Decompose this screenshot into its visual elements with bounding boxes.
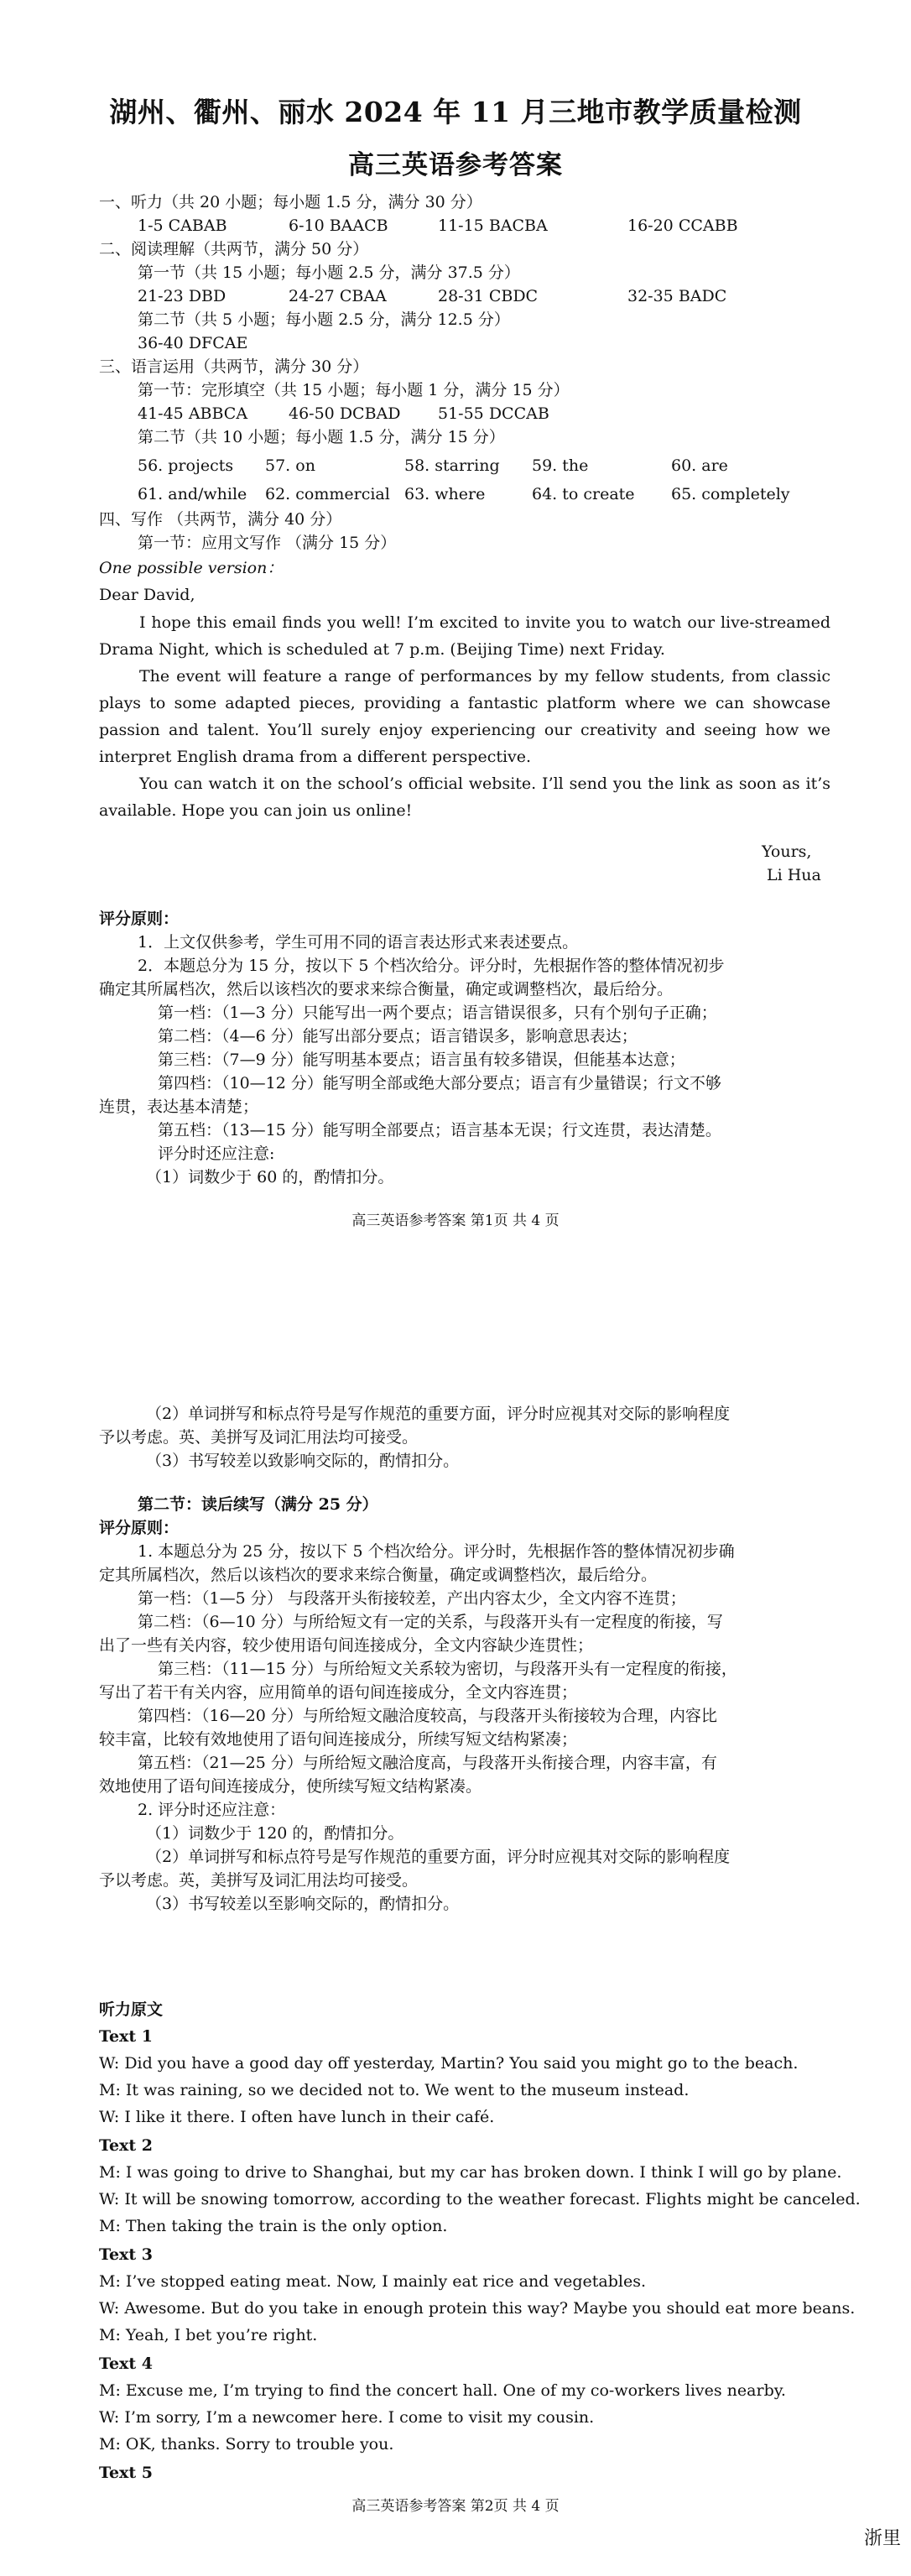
scoring-line: 第五档：（13—15 分）能写明全部要点；语言基本无误；行文连贯，表达清楚。 bbox=[158, 1121, 721, 1139]
answer-item: 58. starring bbox=[404, 456, 500, 475]
scoring-line: 评分时还应注意: bbox=[158, 1145, 275, 1163]
answer-group: 21-23 DBD bbox=[138, 287, 226, 305]
language-section2: 第二节（共 10 小题；每小题 1.5 分，满分 15 分） bbox=[138, 428, 505, 446]
answer-group: 16-20 CCABB bbox=[627, 216, 738, 235]
continuation-subheading: 评分原则： bbox=[99, 1519, 180, 1537]
answer-item: 60. are bbox=[671, 456, 728, 475]
scoring-line: 第三档：（7—9 分）能写明基本要点；语言虽有较多错误，但能基本达意； bbox=[158, 1051, 685, 1069]
scoring-line: 第一档：（1—3 分）只能写出一两个要点；语言错误很多，只有个别句子正确； bbox=[158, 1004, 717, 1022]
transcript-line: M: I’ve stopped eating meat. Now, I mainly eat rice and vegetables. bbox=[99, 2272, 647, 2291]
scoring-line: 写出了若干有关内容，应用简单的语句间连接成分，全文内容连贯； bbox=[99, 1683, 578, 1702]
scoring-line: 较丰富，比较有效地使用了语句间连接成分，所续写短文结构紧凑； bbox=[99, 1730, 578, 1749]
page-footer: 高三英语参考答案 第2页 共 4 页 bbox=[351, 2498, 560, 2515]
scoring-line: （3）书写较差以致影响交际的，酌情扣分。 bbox=[146, 1452, 460, 1470]
answer-group: 11-15 BACBA bbox=[438, 216, 548, 235]
scoring-line: 第四档：（16—20 分）与所给短文融洽度较高，与段落开头衔接较为合理，内容比 bbox=[138, 1707, 717, 1725]
answer-item: 65. completely bbox=[671, 485, 790, 503]
scoring-line: 予以考虑。英，美拼写及词汇用法均可接受。 bbox=[99, 1871, 419, 1890]
transcript-line: M: Then taking the train is the only option. bbox=[99, 2217, 448, 2235]
page-footer: 高三英语参考答案 第1页 共 4 页 bbox=[351, 1212, 560, 1229]
answer-group: 28-31 CBDC bbox=[438, 287, 539, 305]
scoring-line: （2）单词拼写和标点符号是写作规范的重要方面，评分时应视其对交际的影响程度 bbox=[146, 1405, 731, 1423]
scoring-line: 连贯，表达基本清楚； bbox=[99, 1098, 259, 1116]
scoring-line: 1．上文仅供参考，学生可用不同的语言表达形式来表述要点。 bbox=[138, 933, 579, 952]
transcript-line: W: Did you have a good day off yesterday, Martin? You said you might go to the beach. bbox=[99, 2054, 799, 2073]
listening-heading: 一、听力（共 20 小题；每小题 1.5 分，满分 30 分） bbox=[99, 193, 482, 211]
answer-item: 61. and/while bbox=[138, 485, 247, 503]
language-section1: 第一节：完形填空（共 15 小题；每小题 1 分，满分 15 分） bbox=[138, 381, 570, 399]
answer-item: 62. commercial bbox=[265, 485, 390, 503]
transcript-line: W: It will be snowing tomorrow, according to the weather forecast. Flights might be canceled. bbox=[99, 2190, 861, 2208]
letter-closing: Yours, bbox=[762, 842, 812, 861]
possible-version-label: One possible version： bbox=[99, 559, 284, 577]
reading-heading: 二、阅读理解（共两节，满分 50 分） bbox=[99, 240, 369, 258]
answer-item: 64. to create bbox=[532, 485, 635, 503]
transcript-line: M: Yeah, I bet you’re right. bbox=[99, 2326, 318, 2344]
scoring-line: 出了一些有关内容，较少使用语句间连接成分，全文内容缺少连贯性； bbox=[99, 1636, 594, 1655]
scoring-line: （3）书写较差以至影响交际的，酌情扣分。 bbox=[146, 1895, 460, 1913]
answer-group: 46-50 DCBAD bbox=[289, 404, 401, 423]
scoring-heading: 评分原则： bbox=[99, 910, 180, 928]
continuation-heading: 第二节：读后续写（满分 25 分） bbox=[138, 1495, 378, 1514]
answer-group: 41-45 ABBCA bbox=[138, 404, 248, 423]
scoring-line: 第二档：（6—10 分）与所给短文有一定的关系，与段落开头有一定程度的衔接，写 bbox=[138, 1613, 723, 1631]
reading-section1: 第一节（共 15 小题；每小题 2.5 分，满分 37.5 分） bbox=[138, 263, 520, 282]
transcript-line: M: Excuse me, I’m trying to find the concert hall. One of my co-workers lives nearby. bbox=[99, 2381, 786, 2400]
reading-section2: 第二节（共 5 小题；每小题 2.5 分，满分 12.5 分） bbox=[138, 310, 510, 329]
letter-greeting: Dear David, bbox=[99, 586, 195, 604]
scoring-line: 第五档：（21—25 分）与所给短文融洽度高，与段落开头衔接合理，内容丰富，有 bbox=[138, 1754, 717, 1772]
transcript-text-label: Text 3 bbox=[99, 2245, 153, 2264]
scoring-line: 予以考虑。英、美拼写及词汇用法均可接受。 bbox=[99, 1428, 419, 1447]
letter-paragraph: You can watch it on the school’s official website. I’ll send you the link as soon as it’s available. Hope you can join us online! bbox=[99, 774, 830, 820]
answer-group: 32-35 BADC bbox=[627, 287, 727, 305]
transcript-heading: 听力原文 bbox=[99, 2000, 164, 2019]
scoring-line: 2. 评分时还应注意： bbox=[138, 1801, 286, 1819]
answer-group: 51-55 DCCAB bbox=[438, 404, 549, 423]
scoring-line: 1. 本题总分为 25 分，按以下 5 个档次给分。评分时，先根据作答的整体情况初步确 bbox=[138, 1542, 735, 1561]
answer-item: 59. the bbox=[532, 456, 589, 475]
scoring-line: （1）词数少于 120 的，酌情扣分。 bbox=[146, 1824, 404, 1843]
writing-section1: 第一节：应用文写作 （满分 15 分） bbox=[138, 534, 397, 552]
transcript-line: W: Awesome. But do you take in enough protein this way? Maybe you should eat more beans. bbox=[99, 2299, 856, 2318]
transcript-text-label: Text 5 bbox=[99, 2464, 153, 2482]
answer-item: 56. projects bbox=[138, 456, 234, 475]
scoring-line: 2．本题总分为 15 分，按以下 5 个档次给分。评分时，先根据作答的整体情况初步 bbox=[138, 957, 725, 975]
answer-group: 6-10 BAACB bbox=[289, 216, 388, 235]
answer-group: 24-27 CBAA bbox=[289, 287, 387, 305]
scoring-line: （2）单词拼写和标点符号是写作规范的重要方面，评分时应视其对交际的影响程度 bbox=[146, 1848, 731, 1866]
transcript-text-label: Text 1 bbox=[99, 2027, 153, 2046]
scoring-line: （1）词数少于 60 的，酌情扣分。 bbox=[146, 1168, 394, 1186]
writing-heading: 四、写作 （共两节，满分 40 分） bbox=[99, 510, 342, 529]
answer-item: 57. on bbox=[265, 456, 315, 475]
scoring-line: 确定其所属档次，然后以该档次的要求来综合衡量，确定或调整档次，最后给分。 bbox=[99, 980, 674, 999]
transcript-line: M: OK, thanks. Sorry to trouble you. bbox=[99, 2435, 394, 2453]
transcript-line: W: I like it there. I often have lunch in their café. bbox=[99, 2108, 495, 2126]
scoring-line: 第一档：（1—5 分） 与段落开头衔接较差，产出内容太少，全文内容不连贯； bbox=[138, 1589, 686, 1608]
page-subtitle: 高三英语参考答案 bbox=[348, 150, 563, 180]
scoring-line: 第二档：（4—6 分）能写出部分要点；语言错误多，影响意思表达； bbox=[158, 1027, 638, 1046]
letter-paragraph: The event will feature a range of performances by my fellow students, from classic plays to some adapted pieces, providing a fantastic platform where we can showcase passion and talent. You’ll surely enjoy experiencing our creativity and seeing how we interpret English drama from a different perspective. bbox=[99, 667, 830, 766]
corner-mark: 浙里 bbox=[864, 2528, 902, 2549]
transcript-text-label: Text 2 bbox=[99, 2136, 153, 2155]
scoring-line: 定其所属档次，然后以该档次的要求来综合衡量，确定或调整档次，最后给分。 bbox=[99, 1566, 658, 1584]
language-heading: 三、语言运用（共两节，满分 30 分） bbox=[99, 357, 369, 376]
answer-item: 63. where bbox=[404, 485, 486, 503]
transcript-line: M: It was raining, so we decided not to. We went to the museum instead. bbox=[99, 2081, 690, 2099]
letter-signature: Li Hua bbox=[767, 866, 821, 884]
page-title: 湖州、衢州、丽水 2024 年 11 月三地市教学质量检测 bbox=[109, 96, 802, 128]
answer-group: 36-40 DFCAE bbox=[138, 334, 248, 352]
transcript-line: M: I was going to drive to Shanghai, but my car has broken down. I think I will go by plane. bbox=[99, 2163, 842, 2182]
scoring-line: 第四档：（10—12 分）能写明全部或绝大部分要点；语言有少量错误；行文不够 bbox=[158, 1074, 721, 1092]
scoring-line: 第三档：（11—15 分）与所给短文关系较为密切，与段落开头有一定程度的衔接， bbox=[158, 1660, 737, 1678]
letter-paragraph: I hope this email finds you well! I’m excited to invite you to watch our live-streamed Drama Night, which is scheduled at 7 p.m. (Beijing Time) next Friday. bbox=[99, 613, 830, 659]
transcript-text-label: Text 4 bbox=[99, 2354, 153, 2373]
answer-group: 1-5 CABAB bbox=[138, 216, 227, 235]
scoring-line: 效地使用了语句间连接成分，使所续写短文结构紧凑。 bbox=[99, 1777, 482, 1796]
transcript-line: W: I’m sorry, I’m a newcomer here. I come to visit my cousin. bbox=[99, 2408, 595, 2427]
